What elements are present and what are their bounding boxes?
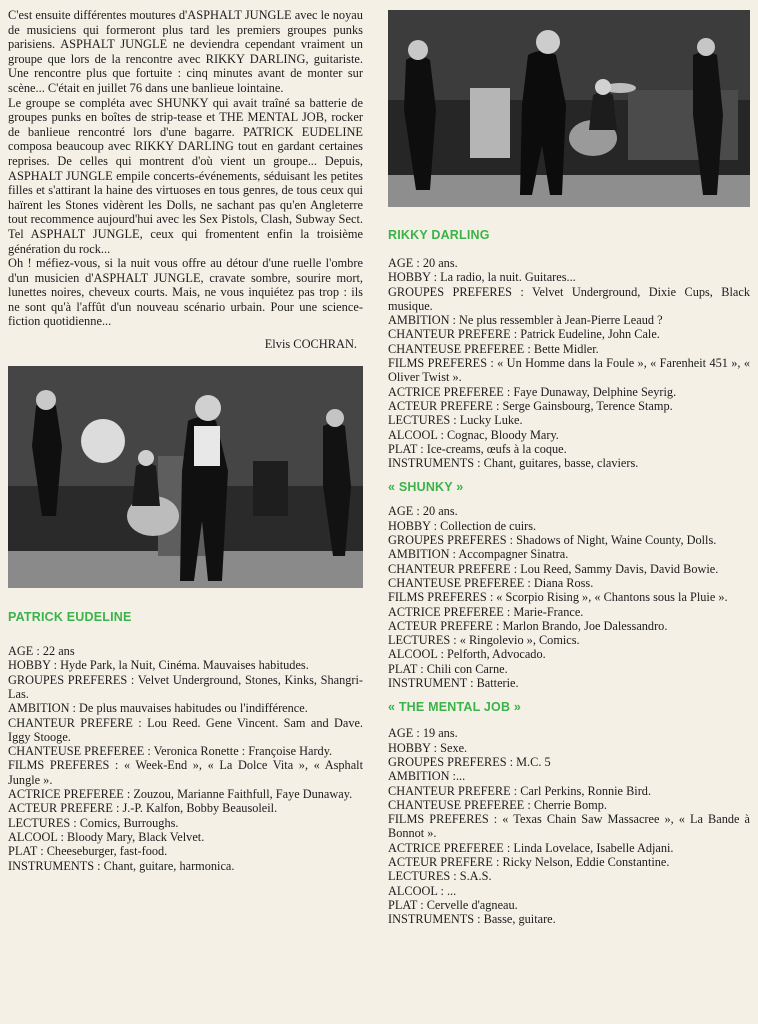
profile-item: GROUPES PREFERES : Shadows of Night, Waine County, Dolls. bbox=[388, 533, 717, 548]
left-column bbox=[8, 8, 363, 873]
profile-item: FILMS PREFERES : « Un Homme dans la Foule », « Farenheit 451 », « Oliver Twist ». bbox=[388, 356, 750, 385]
profile-item: CHANTEUSE PREFEREE : Bette Midler. bbox=[388, 341, 599, 356]
profile-item: ALCOOL : ... bbox=[388, 883, 457, 898]
profile-item: HOBBY : Collection de cuirs. bbox=[388, 518, 537, 533]
profile-item: INSTRUMENTS : Basse, guitare. bbox=[388, 912, 556, 927]
profile-item: CHANTEUR PREFERE : Patrick Eudeline, John Cale. bbox=[388, 327, 660, 342]
profile-item: LECTURES : S.A.S. bbox=[388, 869, 492, 884]
profile-item: ACTEUR PREFERE : Ricky Nelson, Eddie Constantine. bbox=[388, 854, 670, 869]
profile-item: CHANTEUSE PREFEREE : Veronica Ronette : Françoise Hardy. bbox=[8, 744, 333, 759]
profile-item: GROUPES PREFERES : Velvet Underground, Stones, Kinks, Shangri-Las. bbox=[8, 672, 363, 701]
profile-heading-rikky: RIKKY DARLING bbox=[388, 228, 490, 242]
profile-item: PLAT : Ice-creams, œufs à la coque. bbox=[388, 441, 567, 456]
profile-item: LECTURES : Comics, Burroughs. bbox=[8, 815, 179, 830]
profile-heading-mental-job: « THE MENTAL JOB » bbox=[388, 700, 522, 715]
profile-item: HOBBY : Hyde Park, la Nuit, Cinéma. Mauvaises habitudes. bbox=[8, 658, 309, 673]
profile-item: FILMS PREFERES : « Scorpio Rising », « Chantons sous la Pluie ». bbox=[388, 590, 728, 605]
profile-list-rikky bbox=[388, 256, 750, 470]
profile-item: INSTRUMENTS : Chant, guitares, basse, claviers. bbox=[388, 456, 639, 471]
profile-item: AMBITION : Accompagner Sinatra. bbox=[388, 547, 569, 562]
profile-heading-shunky: « SHUNKY » bbox=[388, 480, 464, 495]
profile-item: AGE : 22 ans bbox=[8, 644, 75, 659]
profile-item: PLAT : Cheeseburger, fast-food. bbox=[8, 844, 168, 859]
profile-item: CHANTEUR PREFERE : Lou Reed, Sammy Davis, David Bowie. bbox=[388, 561, 719, 576]
profile-item: CHANTEUSE PREFEREE : Diana Ross. bbox=[388, 575, 594, 590]
profile-item: HOBBY : La radio, la nuit. Guitares... bbox=[388, 270, 576, 285]
profile-list-shunky bbox=[388, 504, 750, 690]
profile-item: AGE : 20 ans. bbox=[388, 504, 458, 519]
profile-item: LECTURES : « Ringolevio », Comics. bbox=[388, 633, 580, 648]
profile-item: GROUPES PREFERES : Velvet Underground, Dixie Cups, Black musique. bbox=[388, 284, 750, 313]
profile-item: ACTRICE PREFEREE : Zouzou, Marianne Faithfull, Faye Dunaway. bbox=[8, 787, 353, 802]
profile-item: ACTRICE PREFEREE : Faye Dunaway, Delphine Seyrig. bbox=[388, 384, 677, 399]
profile-item: PLAT : Cervelle d'agneau. bbox=[388, 897, 518, 912]
profile-list-mental-job bbox=[388, 726, 750, 926]
right-column bbox=[388, 10, 750, 926]
profile-item: ALCOOL : Cognac, Bloody Mary. bbox=[388, 427, 559, 442]
profile-item: AGE : 20 ans. bbox=[388, 256, 458, 270]
profile-list-patrick bbox=[8, 644, 363, 873]
intro-paragraph-3: Oh ! méfiez-vous, si la nuit vous offre au détour d'une ruelle l'ombre d'un musicien d'ASPHALT JUNGLE, cravate sombre, sourire mort, lunettes noires, cheveux courts. Mais, ne vous inquiétez pas trop : ils ne sont qu'à l'affût d'un nouveau scénario urbain. Pour une science-fiction quotidienne... bbox=[8, 256, 363, 329]
profile-item: PLAT : Chili con Carne. bbox=[388, 661, 508, 676]
profile-item: FILMS PREFERES : « Week-End », « La Dolce Vita », « Asphalt Jungle ». bbox=[8, 758, 363, 787]
profile-item: LECTURES : Lucky Luke. bbox=[388, 413, 523, 428]
profile-item: ACTRICE PREFEREE : Marie-France. bbox=[388, 604, 584, 619]
profile-item: GROUPES PREFERES : M.C. 5 bbox=[388, 754, 551, 769]
intro-paragraph-2: Le groupe se compléta avec SHUNKY qui avait traîné sa batterie de groupes punks en boîtes de strip-tease et THE MENTAL JOB, rocker de banlieue rencontré lors d'une bagarre. PATRICK EUDELINE composa beaucoup avec RIKKY DARLING tout en gardant certaines reprises. De celles qui montrent d'où vient un groupe... Depuis, ASPHALT JUNGLE empile concerts-événements, séduisant les petites filles et s'attirant la haine des virtuoses en tous genres, de tous ceux qui haïrent les Stones vidèrent les Dolls, ne sachant pas qu'en Angleterre tout recommence aujourd'hui avec les Sex Pistols, Clash, Subway Sect. Tel ASPHALT JUNGLE, ceux qui fromentent enfin la troisième génération du rock... bbox=[8, 95, 363, 256]
intro-article bbox=[8, 8, 363, 329]
profile-item: CHANTEUR PREFERE : Lou Reed. Gene Vincent. Sam and Dave. Iggy Stooge. bbox=[8, 715, 363, 744]
profile-heading-patrick: PATRICK EUDELINE bbox=[8, 610, 132, 625]
profile-item: AMBITION :... bbox=[388, 769, 466, 784]
profile-item: ALCOOL : Bloody Mary, Black Velvet. bbox=[8, 829, 205, 844]
profile-item: ACTEUR PREFERE : J.-P. Kalfon, Bobby Beausoleil. bbox=[8, 801, 278, 816]
profile-item: AMBITION : De plus mauvaises habitudes ou l'indifférence. bbox=[8, 701, 308, 716]
profile-item: ACTEUR PREFERE : Serge Gainsbourg, Terence Stamp. bbox=[388, 398, 673, 413]
band-photo-right bbox=[388, 10, 750, 207]
intro-paragraph-1: C'est ensuite différentes moutures d'ASPHALT JUNGLE avec le noyau de musiciens qui formeront plus tard les premiers groupes punks parisiens. ASPHALT JUNGLE ne deviendra cependant vraiment un groupe que lors de la rencontre avec RIKKY DARLING, guitariste. Une rencontre plus que fortuite : cinq minutes avant de monter sur scène... C'était en juillet 76 dans une banlieue lointaine. bbox=[8, 8, 363, 95]
profile-item: CHANTEUSE PREFEREE : Cherrie Bomp. bbox=[388, 797, 607, 812]
profile-item: ALCOOL : Pelforth, Advocado. bbox=[388, 647, 546, 662]
profile-item: INSTRUMENTS : Chant, guitare, harmonica. bbox=[8, 858, 235, 873]
profile-item: AGE : 19 ans. bbox=[388, 726, 458, 741]
band-photo-right-image bbox=[388, 10, 750, 207]
profile-item: CHANTEUR PREFERE : Carl Perkins, Ronnie Bird. bbox=[388, 783, 652, 798]
profile-item: HOBBY : Sexe. bbox=[388, 740, 468, 755]
author-signature: Elvis COCHRAN. bbox=[264, 337, 357, 352]
profile-item: AMBITION : Ne plus ressembler à Jean-Pierre Leaud ? bbox=[388, 313, 663, 328]
profile-item: INSTRUMENT : Batterie. bbox=[388, 676, 519, 691]
profile-item: FILMS PREFERES : « Texas Chain Saw Massacree », « La Bande à Bonnot ». bbox=[388, 812, 750, 841]
profile-item: ACTRICE PREFEREE : Linda Lovelace, Isabelle Adjani. bbox=[388, 840, 674, 855]
profile-item: ACTEUR PREFERE : Marlon Brando, Joe Dalessandro. bbox=[388, 618, 668, 633]
band-photo-left-image bbox=[8, 366, 363, 588]
band-photo-left bbox=[8, 366, 363, 588]
